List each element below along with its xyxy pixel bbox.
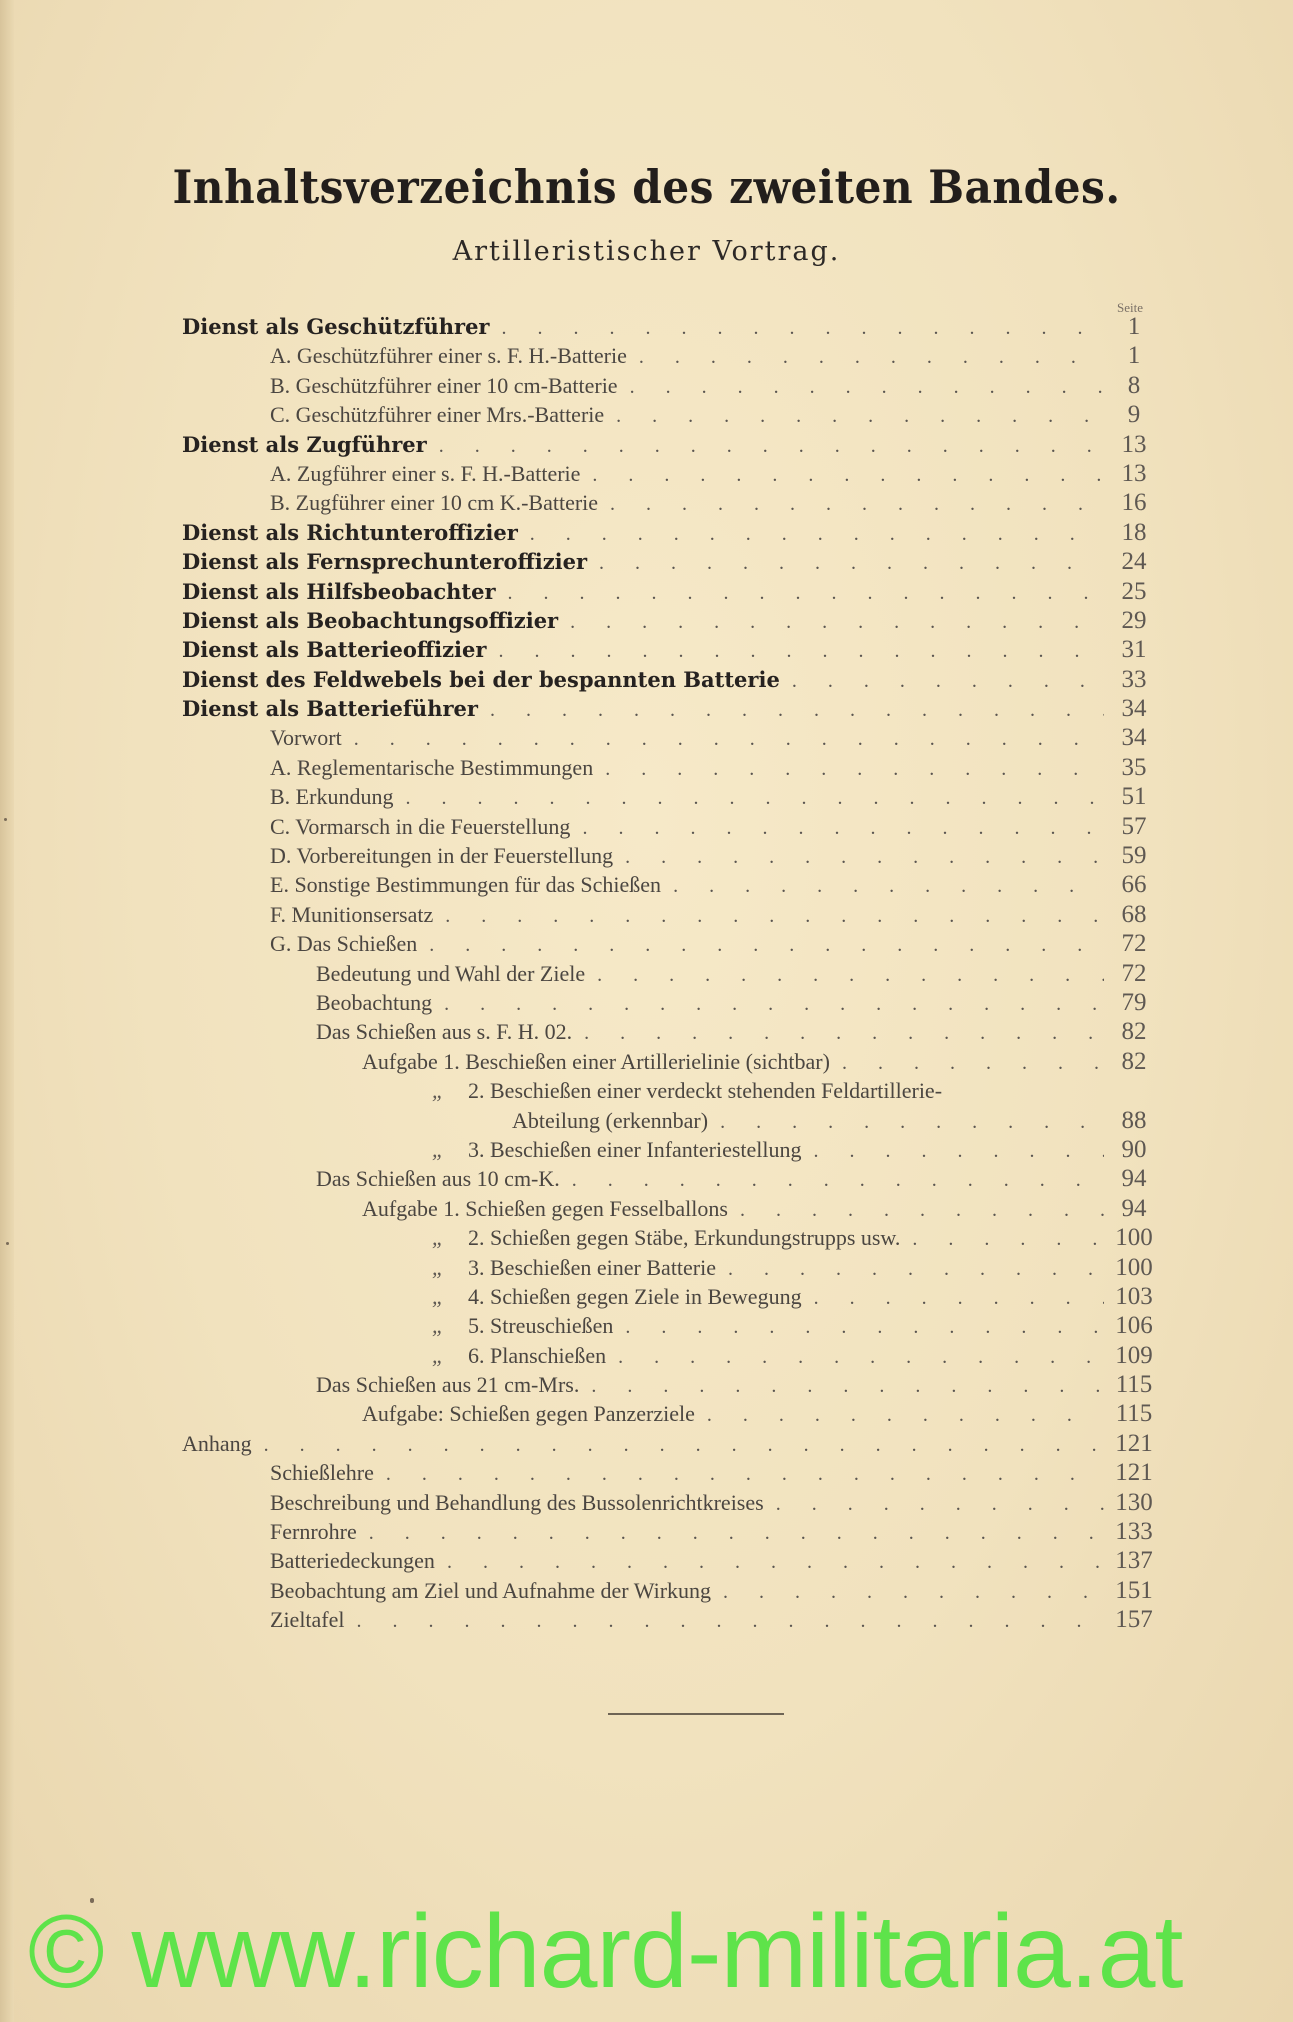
toc-page-number: 100 (1115, 1224, 1153, 1252)
toc-page-number: 130 (1115, 1488, 1153, 1516)
toc-entry-title (182, 753, 601, 782)
toc-entry-text: Dienst als Batterieoffizier (182, 637, 487, 663)
ditto-mark: „ (431, 1313, 445, 1339)
toc-page-number: 94 (1121, 1165, 1147, 1193)
toc-entry-title (182, 723, 350, 752)
toc-entry-text: B. Zugführer einer 10 cm K.-Batterie (270, 490, 599, 516)
toc-page-number: 31 (1121, 636, 1147, 664)
toc-entry-text: 5. Streuschießen (468, 1313, 614, 1339)
toc-entry (182, 1047, 1164, 1076)
toc-entry (182, 1429, 1164, 1458)
toc-entry (182, 341, 1164, 370)
toc-page-number: 66 (1121, 871, 1147, 899)
toc-entry-text: Aufgabe 1. Schießen gegen Fesselballons (362, 1195, 728, 1221)
toc-page-number: 121 (1115, 1429, 1153, 1457)
toc-page-number: 137 (1115, 1547, 1153, 1575)
toc-page-number: 115 (1115, 1400, 1153, 1428)
toc-entry (182, 518, 1164, 547)
toc-entry-text: Beobachtung (316, 989, 433, 1015)
toc-entry-title (182, 1017, 580, 1046)
toc-page-number: 51 (1121, 783, 1147, 811)
toc-entry (182, 400, 1164, 429)
dot-leader (788, 667, 1104, 696)
toc-entry (182, 488, 1164, 517)
dot-leader (614, 1343, 1104, 1372)
toc-page-number: 68 (1121, 900, 1147, 928)
toc-page-number: 82 (1121, 1047, 1147, 1075)
dot-leader (612, 402, 1104, 431)
toc-page-number: 1 (1127, 342, 1141, 370)
table-of-contents (182, 312, 1164, 1635)
toc-entry (182, 929, 1164, 958)
toc-entry-title (182, 1194, 736, 1223)
toc-page-number: 9 (1127, 401, 1141, 429)
dot-leader (425, 931, 1104, 960)
toc-page-number: 151 (1115, 1576, 1153, 1604)
toc-entry (182, 959, 1164, 988)
toc-entry-title (182, 1488, 772, 1517)
toc-page-number: 121 (1115, 1459, 1153, 1487)
toc-entry (182, 782, 1164, 811)
dot-leader (908, 1225, 1104, 1254)
toc-entry-title (182, 1047, 838, 1076)
toc-entry (182, 1106, 1164, 1135)
toc-page-number: 35 (1121, 753, 1147, 781)
toc-entry (182, 665, 1164, 694)
toc-entry-text: G. Das Schießen (270, 931, 418, 957)
toc-entry-text: 2. Beschießen einer verdeckt stehenden Feldartillerie- (468, 1078, 943, 1104)
toc-page-number: 115 (1115, 1371, 1153, 1399)
toc-entry-title (182, 929, 425, 958)
toc-page-number: 34 (1121, 695, 1147, 723)
toc-page-number: 109 (1115, 1341, 1153, 1369)
dot-leader (526, 520, 1104, 549)
toc-entry-title (182, 488, 606, 517)
dot-leader (486, 696, 1104, 725)
toc-entry-text: Abteilung (erkennbar) (512, 1107, 709, 1133)
toc-page-number: 16 (1121, 489, 1147, 517)
dot-leader (719, 1578, 1104, 1607)
toc-entry-title (182, 1399, 703, 1428)
toc-entry (182, 1488, 1164, 1517)
toc-page-number: 90 (1121, 1135, 1147, 1163)
toc-entry-title (182, 577, 504, 606)
copyright-watermark: © www.richard-militaria.at (28, 1894, 1183, 2010)
toc-entry-text: Dienst als Geschützführer (182, 314, 490, 339)
dot-leader (580, 1019, 1104, 1048)
dot-leader (635, 343, 1104, 372)
toc-entry (182, 1194, 1164, 1223)
toc-entry (182, 606, 1164, 635)
dot-leader (440, 990, 1104, 1019)
toc-page-number: 59 (1121, 842, 1147, 870)
toc-entry (182, 753, 1164, 782)
dot-leader (443, 1548, 1104, 1577)
toc-entry-text: Das Schießen aus 10 cm-K. (316, 1166, 560, 1192)
toc-entry-text: Schießlehre (270, 1460, 374, 1486)
toc-entry (182, 371, 1164, 400)
toc-entry-title (182, 782, 401, 811)
toc-entry-text: Aufgabe: Schießen gegen Panzerziele (362, 1401, 695, 1427)
toc-entry-text: Batteriedeckungen (270, 1548, 435, 1574)
toc-page-number: 8 (1127, 371, 1141, 399)
dot-leader (621, 1313, 1104, 1342)
toc-page-number: 100 (1115, 1253, 1153, 1281)
toc-entry (182, 1076, 1164, 1105)
toc-entry-text: Das Schießen aus s. F. H. 02. (316, 1019, 573, 1045)
dot-leader (578, 814, 1104, 843)
toc-entry (182, 1370, 1164, 1399)
toc-entry-text: C. Vormarsch in die Feuerstellung (270, 813, 571, 839)
page-edge-shadow (0, 0, 14, 2022)
toc-entry (182, 1017, 1164, 1046)
ditto-mark: „ (431, 1254, 445, 1280)
toc-entry-text: 3. Beschießen einer Infanteriestellung (468, 1136, 802, 1162)
toc-entry (182, 1576, 1164, 1605)
toc-entry-title (182, 1164, 568, 1193)
toc-entry (182, 1517, 1164, 1546)
toc-entry-title (182, 959, 593, 988)
toc-entry-title (182, 1458, 382, 1487)
toc-entry-text: B. Geschützführer einer 10 cm-Batterie (270, 372, 618, 398)
toc-entry (182, 1341, 1164, 1370)
toc-entry-text: A. Reglementarische Bestimmungen (270, 754, 594, 780)
toc-page-number: 18 (1121, 518, 1147, 546)
dot-leader (350, 725, 1104, 754)
dot-leader (441, 902, 1104, 931)
ditto-mark: „ (431, 1078, 445, 1104)
toc-entry-text: Dienst als Hilfsbeobachter (182, 578, 496, 604)
toc-entry-title (182, 547, 595, 576)
toc-entry-title (182, 1546, 443, 1575)
dot-leader (703, 1401, 1104, 1430)
dot-leader (621, 843, 1104, 872)
dot-leader (504, 579, 1104, 608)
dot-leader (494, 637, 1104, 666)
toc-page-number: 13 (1121, 430, 1147, 458)
toc-entry (182, 723, 1164, 752)
toc-page-number: 34 (1121, 724, 1147, 752)
toc-entry (182, 1458, 1164, 1487)
toc-entry (182, 312, 1164, 341)
toc-entry (182, 1311, 1164, 1340)
toc-entry (182, 1164, 1164, 1193)
toc-entry-title (182, 694, 486, 723)
toc-entry-text: 6. Planschießen (468, 1342, 607, 1368)
toc-entry-title (182, 371, 626, 400)
toc-entry (182, 430, 1164, 459)
toc-entry-title (182, 1223, 908, 1252)
toc-entry (182, 812, 1164, 841)
toc-page-number: 33 (1121, 665, 1147, 693)
toc-entry-text: Anhang (182, 1430, 252, 1456)
toc-entry-text: Dienst als Fernsprechunteroffizier (182, 549, 588, 575)
dot-leader (838, 1049, 1104, 1078)
dot-leader (772, 1490, 1104, 1519)
toc-entry (182, 1223, 1164, 1252)
toc-entry-text: Fernrohre (270, 1519, 357, 1545)
toc-page-number: 29 (1121, 606, 1147, 634)
page-subtitle: Artilleristischer Vortrag. (452, 236, 841, 267)
dot-leader (260, 1431, 1104, 1460)
toc-entry-text: Dienst als Richtunteroffizier (182, 519, 518, 545)
toc-entry (182, 694, 1164, 723)
toc-page-number: 88 (1121, 1106, 1147, 1134)
toc-entry (182, 1605, 1164, 1634)
dot-leader (587, 1372, 1104, 1401)
toc-entry-text: 3. Beschießen einer Batterie (468, 1254, 717, 1280)
toc-entry-text: Dienst als Beobachtungsoffizier (182, 607, 559, 633)
dot-leader (810, 1137, 1104, 1166)
toc-page-number: 82 (1121, 1018, 1147, 1046)
ditto-mark: „ (431, 1342, 445, 1368)
toc-entry-title (182, 1341, 614, 1370)
dot-leader (595, 549, 1104, 578)
dot-leader (365, 1519, 1104, 1548)
toc-page-number: 79 (1121, 988, 1147, 1016)
toc-entry (182, 1399, 1164, 1428)
toc-entry-text: Dienst als Batterieführer (182, 696, 478, 722)
toc-entry (182, 841, 1164, 870)
dot-leader (498, 314, 1105, 343)
dot-leader (593, 961, 1104, 990)
toc-entry-title (182, 312, 498, 341)
dot-leader (606, 490, 1104, 519)
toc-entry-title (182, 1253, 724, 1282)
toc-entry (182, 1282, 1164, 1311)
toc-entry (182, 577, 1164, 606)
toc-entry-title (182, 1605, 353, 1634)
toc-entry-text: Bedeutung und Wahl der Ziele (316, 960, 586, 986)
toc-entry-text: F. Munitionsersatz (270, 901, 434, 927)
toc-entry (182, 1253, 1164, 1282)
toc-entry (182, 1546, 1164, 1575)
dot-leader (626, 373, 1104, 402)
toc-entry-text: 4. Schießen gegen Ziele in Bewegung (468, 1283, 802, 1309)
paper-speck (6, 1242, 9, 1245)
toc-page-number: 1 (1127, 313, 1141, 340)
toc-entry-title (182, 400, 612, 429)
toc-entry-title (182, 870, 669, 899)
toc-page-number: 133 (1115, 1518, 1153, 1546)
toc-entry-text: Dienst als Zugführer (182, 431, 427, 457)
toc-entry-text: A. Geschützführer einer s. F. H.-Batterie (270, 343, 627, 369)
dot-leader (724, 1255, 1104, 1284)
toc-page-number: 72 (1121, 959, 1147, 987)
toc-page-number: 94 (1121, 1194, 1147, 1222)
dot-leader (353, 1607, 1104, 1636)
toc-entry-title (182, 812, 578, 841)
toc-entry-text: C. Geschützführer einer Mrs.-Batterie (270, 402, 605, 428)
toc-entry-text: D. Vorbereitungen in der Feuerstellung (270, 843, 614, 869)
toc-entry (182, 1135, 1164, 1164)
toc-entry-title (182, 988, 440, 1017)
toc-page-number: 103 (1115, 1282, 1153, 1310)
toc-entry-title (182, 606, 566, 635)
toc-entry-title (182, 841, 621, 870)
toc-entry-text: Vorwort (270, 725, 342, 751)
toc-entry-title (182, 1429, 260, 1458)
dot-leader (566, 608, 1104, 637)
toc-entry-title (182, 341, 635, 370)
toc-entry-title (182, 1106, 716, 1135)
toc-entry-title (182, 635, 494, 664)
dot-leader (588, 461, 1104, 490)
toc-entry-text: Beschreibung und Behandlung des Bussolenrichtkreises (270, 1489, 764, 1515)
dot-leader (382, 1460, 1104, 1489)
toc-entry-title (182, 459, 588, 488)
toc-entry-title (182, 1370, 587, 1399)
toc-entry-text: Beobachtung am Ziel und Aufnahme der Wirkung (270, 1577, 712, 1603)
toc-entry-text: B. Erkundung (270, 784, 394, 810)
toc-page-number: 106 (1115, 1312, 1153, 1340)
page-column-label: Seite (1117, 300, 1143, 315)
toc-entry-text: Dienst des Feldwebels bei der bespannten Batterie (182, 666, 780, 692)
page-title: Inhaltsverzeichnis des zweiten Bandes. (172, 160, 1121, 214)
toc-entry-text: 2. Schießen gegen Stäbe, Erkundungstrupps usw. (468, 1225, 901, 1251)
dot-leader (669, 872, 1104, 901)
toc-entry-title (182, 1311, 621, 1340)
ditto-mark: „ (431, 1136, 445, 1162)
toc-entry-title (182, 1517, 365, 1546)
end-divider-rule (608, 1713, 784, 1715)
toc-entry-title (182, 900, 441, 929)
toc-page-number: 57 (1121, 812, 1147, 840)
toc-entry-title (182, 1135, 810, 1164)
paper-speck (4, 818, 7, 821)
toc-entry (182, 635, 1164, 664)
dot-leader (810, 1284, 1104, 1313)
toc-entry (182, 870, 1164, 899)
toc-entry-text: A. Zugführer einer s. F. H.-Batterie (270, 460, 581, 486)
toc-entry-title (182, 518, 526, 547)
toc-page-number: 13 (1121, 459, 1147, 487)
toc-entry-title (182, 1576, 719, 1605)
toc-entry-title (182, 1076, 950, 1105)
toc-entry (182, 988, 1164, 1017)
ditto-mark: „ (431, 1225, 445, 1251)
toc-entry-text: Das Schießen aus 21 cm-Mrs. (316, 1372, 580, 1398)
toc-entry (182, 459, 1164, 488)
ditto-mark: „ (431, 1283, 445, 1309)
dot-leader (401, 784, 1104, 813)
dot-leader (736, 1196, 1104, 1225)
dot-leader (435, 432, 1104, 461)
dot-leader (716, 1108, 1104, 1137)
toc-entry-text: E. Sonstige Bestimmungen für das Schießen (270, 872, 662, 898)
toc-page-number: 157 (1115, 1606, 1153, 1634)
dot-leader (601, 755, 1104, 784)
dot-leader (568, 1166, 1104, 1195)
toc-entry-title (182, 1282, 810, 1311)
toc-page-number: 24 (1121, 548, 1147, 576)
toc-entry-title (182, 665, 788, 694)
toc-entry-text: Zieltafel (270, 1607, 345, 1633)
toc-entry (182, 900, 1164, 929)
toc-entry-text: Aufgabe 1. Beschießen einer Artillerielinie (sichtbar) (362, 1048, 830, 1074)
toc-entry-title (182, 430, 435, 459)
toc-page-number: 25 (1121, 577, 1147, 605)
toc-page-number: 72 (1121, 930, 1147, 958)
toc-entry (182, 547, 1164, 576)
